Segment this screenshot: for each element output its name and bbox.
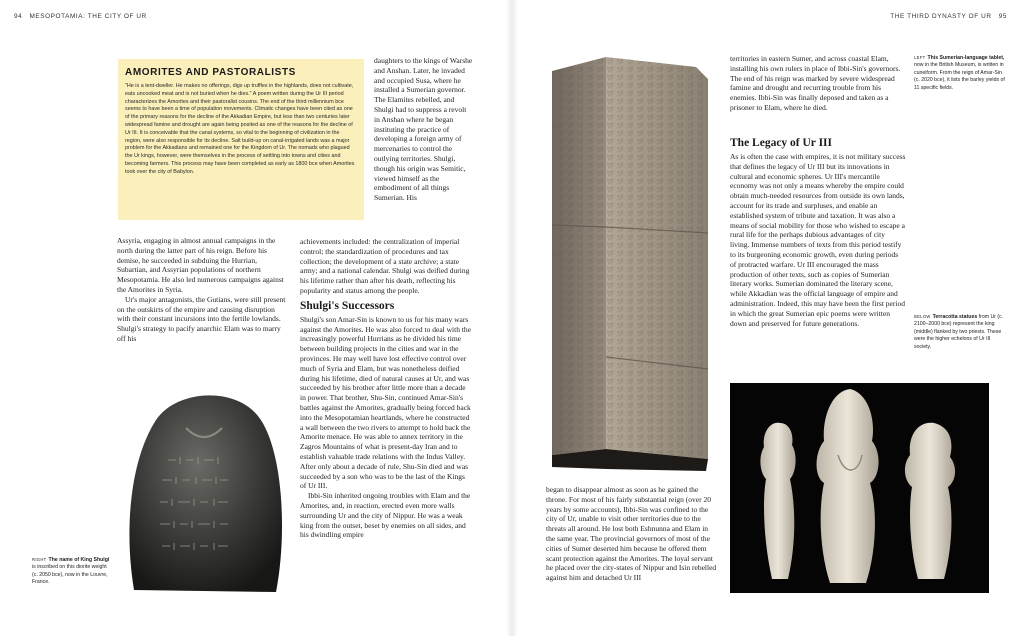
paragraph: daughters to the kings of Warshe and Anshan. Later, he invaded and occupied Susa, where he installed a Sumerian governor. The Elamites rebelled, and Shulgi had to suppress a revolt in Anshan where he began instituting the practice of developing a foreign army of mercenaries to control the outlying territories. Shulgi, though his origin was Semitic, viewed himself as the embodiment of all things Sumerian. His (374, 56, 473, 203)
right-page-number: 95 (998, 13, 1007, 20)
left-column-2 (300, 237, 473, 595)
caption-text: now in the British Museum, is written in cuneiform. From the reign of Amar-Sin (c. 2020 bce), it lists the barley yields of 11 specific fields. (914, 62, 1005, 91)
caption-bold: The name of King Shulgi (48, 557, 110, 563)
caption-tag: LEFT (914, 55, 926, 60)
statue-middle (817, 389, 879, 583)
right-column-1-top (730, 54, 906, 140)
sidebar-text: "He is a tent-dweller. He makes no offerings, digs up truffles in the highlands, does not cultivate, eats uncooked meat and is not buried when he dies." A poem written during the Ur III period characterizes the Amorites and their pastoralist cousins. The end of the third millennium bce seems to have been a time of population movements. Climatic changes have been cited as one of the primary reasons for the decline of the Akkadian Empire, but less than two centuries later widespread famine and drought are again being posited as one of the reasons for the decline of Ur III. It is conceivable that the canal systems, so vital to the beginning of civilization in the region, were also responsible for its decline. Salt build-up on canal-irrigated lands was a major problem for the Akkadians and remained one for the Kingdom of Ur. The nomads who plagued the Ur kings, however, were themselves in the process of settling into towns and cities and becoming farmers. This process may have been completed as early as 1800 bce when Amorites took over the city of Babylon. (125, 83, 355, 175)
statue-left (760, 423, 795, 579)
paragraph: Ur's major antagonists, the Gutians, were still present on the outskirts of the empire and causing disruption with their constant incursions into the fertile lowlands. Shulgi's strategy to pacify anarchic Elam was to marry off his (117, 294, 286, 343)
caption-statues (914, 313, 1008, 375)
caption-text: is inscribed on this diorite weight (c. 2050 bce), now in the Louvre, France. (32, 564, 108, 586)
sumerian-tablet-image (546, 57, 714, 473)
diorite-weight-image (116, 380, 292, 598)
book-gutter (506, 0, 518, 636)
amorites-sidebar (118, 59, 364, 220)
caption-bold: This Sumerian-language tablet, (927, 55, 1005, 61)
right-column-legacy (730, 133, 906, 373)
right-running-head: THE THIRD DYNASTY OF UR (890, 13, 992, 20)
paragraph: territories in eastern Sumer, and across coastal Elam, installing his own rulers in place of Ibbi-Sin's governors. The end of his reign was marked by severe widespread famine and drought and recurring trouble from his enemies. Ibbi-Sin was finally deposed and taken as a prisoner to Elam, where he died. (730, 54, 901, 112)
left-page-header (14, 13, 147, 20)
right-column-bottom (546, 485, 718, 597)
left-column-1 (117, 236, 289, 382)
paragraph: Shulgi's son Amar-Sin is known to us for his many wars against the Amorites. He was also forced to deal with the increasingly powerful Hurrians as he divided his time between building projects in the cities and war in the provinces. He may well have lost effective control over much of Syria and Elam, but was nonetheless deified during his lifetime, died of natural causes at Ur, and was succeeded by his brother after little more than a decade in power. That brother, Shu-Sin, continued Amar-Sin's battles against the Amorites, gradually being forced back into the Mesopotamian heartlands, where he constructed a wall between the two rivers to attempt to hold back the Amorite menace. He was able to annex territory in the Zagros Mountains of what is present-day Iran and to establish valuable trade relations with the Indus Valley. After only about a decade of rule, Shu-Sin died and was succeeded by a son who was to be the last of the Kings of Ur III. (300, 314, 471, 491)
right-page-header (890, 13, 1007, 20)
caption-text: from Ur (c. 2100–2000 bce) represent the king (middle) flanked by two priests. These were the higher echelons of Ur III society. (914, 314, 1004, 350)
paragraph: achievements included: the centralization of imperial control; the standardization of procedures and tax collection; the development of a state archive; a state army; and a national calendar. Shulgi was deified during his lifetime rather than after his death, reflecting his popularity and status among the people. (300, 237, 470, 295)
paragraph: began to disappear almost as soon as he gained the throne. For most of his fairly substantial reign (over 20 years by some accounts), Ibbi-Sin was confined to the city of Ur, unable to visit other territories due to the threats all around. He lost both Eshnunna and Elam in the same year. The provincial governors of most of the cities of Sumer deserted him because he offered them scant protection against the Amorites. The loyal servant he placed over the city-states of Nippur and Isin rebelled against him and detached Ur III (546, 485, 717, 583)
caption-diorite-weight (32, 556, 112, 598)
left-running-head: MESOPOTAMIA: THE CITY OF UR (29, 13, 147, 20)
terracotta-statues-image (730, 383, 989, 593)
caption-tag: BELOW (914, 314, 931, 319)
caption-bold: Terracotta statues (932, 314, 978, 320)
sidebar-title: AMORITES AND PASTORALISTS (125, 67, 296, 78)
caption-tablet (914, 54, 1008, 124)
paragraph: Ibbi-Sin inherited ongoing troubles with Elam and the Amorites, and, in reaction, erected even more walls surrounding Ur and the city of Nippur. He was a weak king from the outset, beset by enemies on all sides, and his dwindling empire (300, 491, 471, 540)
paragraph: As is often the case with empires, it is not military success that defines the legacy of Ur III but its innovations in cultural and economic spheres. Ur III's mercantile economy was not only a means whereby the empire could obtain much-needed resources from outside its own lands, account for its trade and surpluses, and enable an established system of tribute and taxation. It was also a means of social mobility for those who wished to escape a rural life for the perhaps dubious advantages of city living. Immense numbers of texts from this period testify to its burgeoning economic growth, even during periods of protracted warfare. Ur III encouraged the mass production of other texts, such as copies of Sumerian literary works. Sumerian dominated the literary scene, while Akkadian was the official language of empire and administration. Indeed, this may have been the first period in which the great Sumerian epic poems were written down and preserved for future generations. (730, 152, 906, 328)
statue-right (905, 423, 955, 579)
heading-legacy-of-ur-iii: The Legacy of Ur III (730, 137, 833, 149)
paragraph: Assyria, engaging in almost annual campaigns in the north during the latter part of his reign. Before his demise, he succeeded in subduing the Hurrian, Subartian, and Assyrian populations of northern Mesopotamia. He also led numerous campaigns against the Amorites in Syria. (117, 236, 284, 294)
left-page-number: 94 (14, 13, 23, 20)
left-column-2-top (374, 56, 473, 236)
heading-shulgis-successors: Shulgi's Successors (300, 299, 395, 312)
caption-tag: RIGHT (32, 557, 47, 562)
